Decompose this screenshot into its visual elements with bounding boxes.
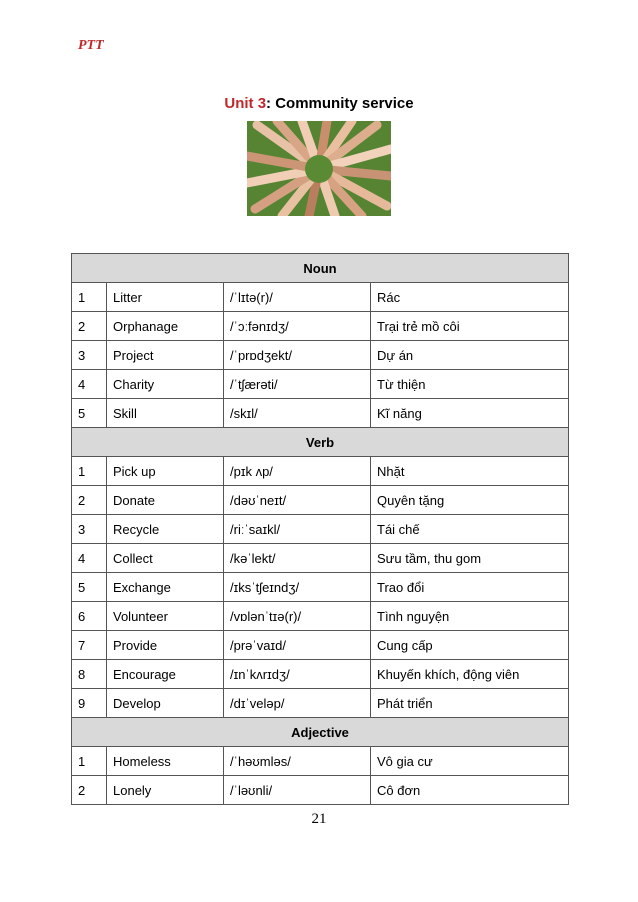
word-cell: Collect [107,544,224,573]
word-cell: Orphanage [107,312,224,341]
meaning-cell: Nhặt [371,457,569,486]
table-row [72,573,569,602]
section-heading: Verb [72,428,569,457]
row-number-cell: 8 [72,660,107,689]
word-cell: Skill [107,399,224,428]
table-row [72,544,569,573]
word-cell: Lonely [107,776,224,805]
table-row [72,486,569,515]
table-row [72,689,569,718]
pronunciation-cell: /ˈlɪtə(r)/ [224,283,371,312]
row-number-cell: 6 [72,602,107,631]
pronunciation-cell: /kəˈlekt/ [224,544,371,573]
table-row [72,312,569,341]
row-number-cell: 5 [72,399,107,428]
word-cell: Recycle [107,515,224,544]
row-number-cell: 3 [72,515,107,544]
pronunciation-cell: /pɪk ʌp/ [224,457,371,486]
row-number-cell: 2 [72,776,107,805]
table-row [72,283,569,312]
header-mark: PTT [78,38,104,53]
meaning-cell: Từ thiện [371,370,569,399]
pronunciation-cell: /prəˈvaɪd/ [224,631,371,660]
pronunciation-cell: /ˈhəʊmləs/ [224,747,371,776]
meaning-cell: Dự án [371,341,569,370]
meaning-cell: Cung cấp [371,631,569,660]
meaning-cell: Rác [371,283,569,312]
table-row [72,602,569,631]
meaning-cell: Tình nguyện [371,602,569,631]
pronunciation-cell: /vɒlənˈtɪə(r)/ [224,602,371,631]
meaning-cell: Sưu tầm, thu gom [371,544,569,573]
word-cell: Project [107,341,224,370]
table-row [72,370,569,399]
pronunciation-cell: /ɪnˈkʌrɪdʒ/ [224,660,371,689]
word-cell: Provide [107,631,224,660]
pronunciation-cell: /ˈləʊnli/ [224,776,371,805]
word-cell: Exchange [107,573,224,602]
meaning-cell: Vô gia cư [371,747,569,776]
row-number-cell: 4 [72,370,107,399]
word-cell: Litter [107,283,224,312]
pronunciation-cell: /skɪl/ [224,399,371,428]
table-row [72,515,569,544]
section-heading: Noun [72,254,569,283]
page-title [0,95,638,112]
table-row [72,747,569,776]
table-row [72,776,569,805]
section-header-row [72,254,569,283]
meaning-cell: Quyên tặng [371,486,569,515]
pronunciation-cell: /dɪˈveləp/ [224,689,371,718]
vocabulary-table-body [72,254,569,805]
meaning-cell: Trao đổi [371,573,569,602]
pronunciation-cell: /ˈtʃærəti/ [224,370,371,399]
row-number-cell: 1 [72,747,107,776]
word-cell: Volunteer [107,602,224,631]
unit-label: Unit 3 [224,95,267,112]
word-cell: Encourage [107,660,224,689]
row-number-cell: 3 [72,341,107,370]
meaning-cell: Cô đơn [371,776,569,805]
community-hands-photo [247,121,391,216]
row-number-cell: 9 [72,689,107,718]
pronunciation-cell: /ˈɔːfənɪdʒ/ [224,312,371,341]
row-number-cell: 7 [72,631,107,660]
word-cell: Homeless [107,747,224,776]
table-row [72,631,569,660]
table-row [72,660,569,689]
row-number-cell: 5 [72,573,107,602]
word-cell: Charity [107,370,224,399]
row-number-cell: 2 [72,486,107,515]
table-row [72,341,569,370]
meaning-cell: Trại trẻ mồ côi [371,312,569,341]
vocabulary-table [71,253,569,805]
unit-topic: Community service [275,95,414,112]
meaning-cell: Khuyến khích, động viên [371,660,569,689]
pronunciation-cell: /ɪksˈtʃeɪndʒ/ [224,573,371,602]
word-cell: Develop [107,689,224,718]
pronunciation-cell: /ˈprɒdʒekt/ [224,341,371,370]
page-number: 21 [311,811,327,827]
pronunciation-cell: /riːˈsaɪkl/ [224,515,371,544]
table-row [72,457,569,486]
section-header-row [72,718,569,747]
table-row [72,399,569,428]
hands-circle-illustration [247,121,391,216]
pronunciation-cell: /dəʊˈneɪt/ [224,486,371,515]
row-number-cell: 4 [72,544,107,573]
row-number-cell: 2 [72,312,107,341]
word-cell: Pick up [107,457,224,486]
section-heading: Adjective [72,718,569,747]
word-cell: Donate [107,486,224,515]
meaning-cell: Tái chế [371,515,569,544]
row-number-cell: 1 [72,457,107,486]
meaning-cell: Phát triển [371,689,569,718]
title-separator: : [266,95,272,112]
meaning-cell: Kĩ năng [371,399,569,428]
row-number-cell: 1 [72,283,107,312]
section-header-row [72,428,569,457]
